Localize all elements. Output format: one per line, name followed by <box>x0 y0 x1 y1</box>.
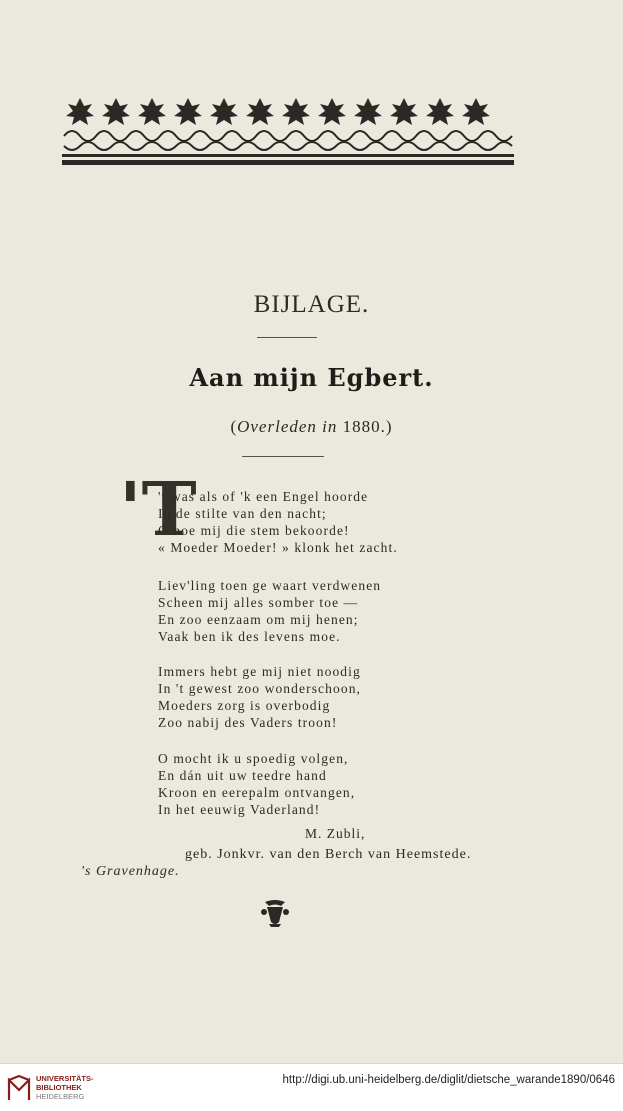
decorated-initial: 'T <box>119 467 197 553</box>
poem-line: Kroon en eerepalm ontvangen, <box>158 785 356 800</box>
section-heading: BIJLAGE. <box>253 291 370 318</box>
author-name: M. Zubli, <box>305 826 366 841</box>
poem-line: In de stilte van den nacht; <box>158 506 327 521</box>
place-of-writing: 's Gravenhage. <box>81 864 180 879</box>
poem-line: En zoo eenzaam om mij henen; <box>158 612 359 627</box>
library-name: UNIVERSITÄTS- BIBLIOTHEK HEIDELBERG <box>36 1074 94 1101</box>
tailpiece-vignette-icon <box>259 898 291 928</box>
poem-line: O mocht ik u spoedig volgen, <box>158 751 349 766</box>
poem-line: Zoo nabij des Vaders troon! <box>158 715 338 730</box>
poem-line: 't was als of 'k een Engel hoorde <box>158 489 369 504</box>
poem-line: In 't gewest zoo wonderschoon, <box>158 681 362 696</box>
source-url[interactable]: http://digi.ub.uni-heidelberg.de/diglit/dietsche_warande1890/0646 <box>282 1074 615 1086</box>
poem-line: In het eeuwig Vaderland! <box>158 802 321 817</box>
poem-line: Vaak ben ik des levens moe. <box>158 629 341 644</box>
author-full-name: geb. Jonkvr. van den Berch van Heemstede. <box>185 847 472 862</box>
footer-bar <box>0 1063 623 1111</box>
poem-line: « Moeder Moeder! » klonk het zacht. <box>158 540 398 555</box>
poem-line: En dán uit uw teedre hand <box>158 768 327 783</box>
divider-rule <box>257 337 317 338</box>
divider-rule <box>242 456 324 457</box>
poem-title: Aan mijn Egbert. <box>189 363 434 392</box>
poem-line: Scheen mij alles somber toe — <box>158 595 359 610</box>
ornamental-header-band <box>62 96 514 170</box>
poem-line: O hoe mij die stem bekoorde! <box>158 523 350 538</box>
fleuron-row <box>66 98 490 125</box>
poem-line: Immers hebt ge mij niet noodig <box>158 664 361 679</box>
poem-line: Liev'ling toen ge waart verdwenen <box>158 578 382 593</box>
scroll-row <box>64 131 512 150</box>
poem-line: Moeders zorg is overbodig <box>158 698 331 713</box>
university-library-logo-icon <box>6 1074 32 1102</box>
poem-subtitle: (Overleden in 1880.) <box>230 417 393 436</box>
